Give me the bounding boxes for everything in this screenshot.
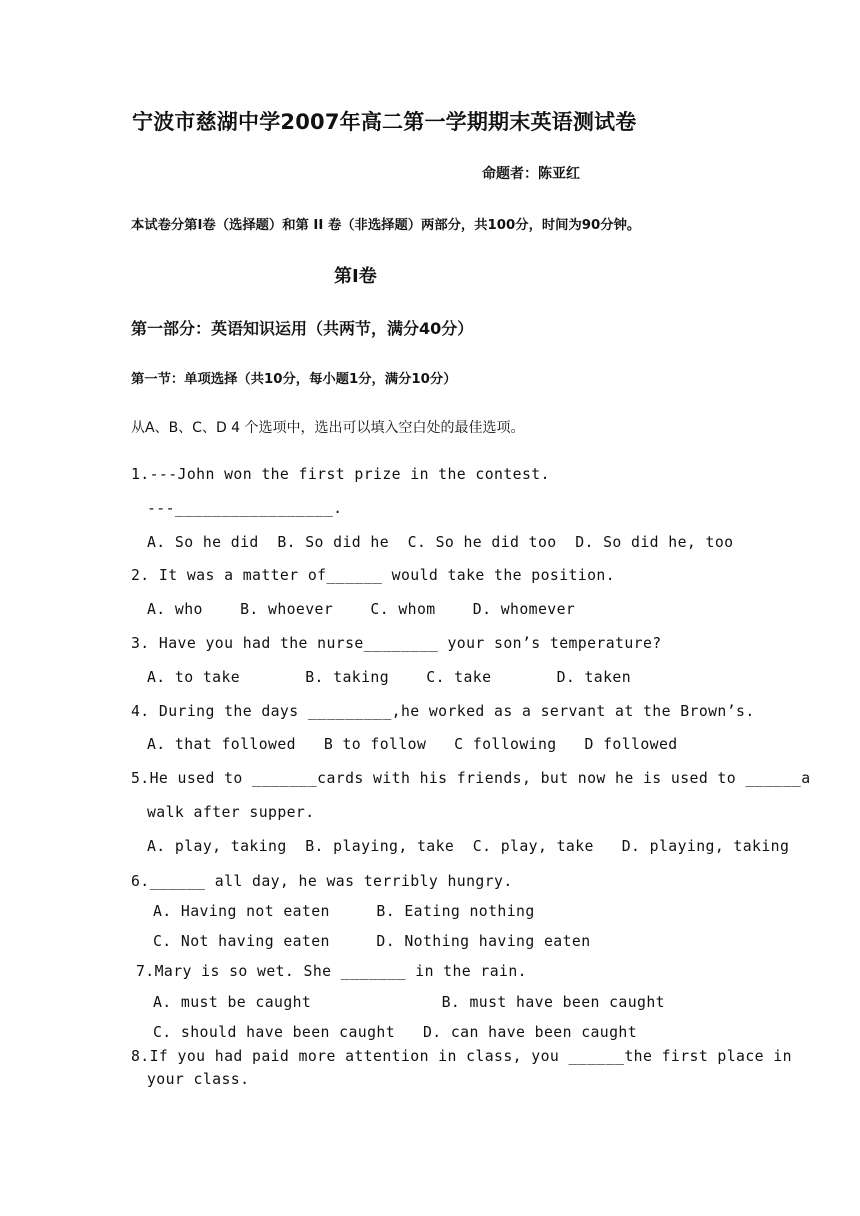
question-6-options-row-2: C. Not having eaten D. Nothing having eaten	[153, 933, 591, 950]
exam-author: 命题者：陈亚红	[482, 166, 580, 182]
question-3-stem: 3. Have you had the nurse________ your son’s temperature?	[131, 635, 662, 652]
volume-heading: 第Ⅰ卷	[334, 266, 377, 287]
directions-text: 从A、B、C、D 4 个选项中，选出可以填入空白处的最佳选项。	[131, 420, 525, 436]
question-1-stem: 1.-‑-John won the first prize in the contest.	[131, 466, 550, 483]
question-7-options-row-2: C. should have been caught D. can have been caught	[153, 1024, 638, 1041]
question-8-stem: 8.If you had paid more attention in class, you ______the first place in	[131, 1048, 792, 1065]
question-4-options: A. that followed B to follow C following D followed	[147, 736, 678, 753]
exam-title: 宁波市慈湖中学2007年高二第一学期期末英语测试卷	[132, 110, 637, 134]
question-5-stem: 5.He used to _______cards with his friends, but now he is used to ______a	[131, 770, 811, 787]
exam-intro: 本试卷分第Ⅰ卷（选择题）和第 II 卷（非选择题）两部分，共100分，时间为90分钟。	[131, 218, 641, 233]
question-2-options: A. who B. whoever C. whom D. whomever	[147, 601, 576, 618]
question-3-options: A. to take B. taking C. take D. taken	[147, 669, 632, 686]
question-2-stem: 2. It was a matter of______ would take the position.	[131, 567, 616, 584]
question-5-options: A. play, taking B. playing, take C. play, take D. playing, taking	[147, 838, 790, 855]
part-heading: 第一部分：英语知识运用（共两节，满分40分）	[131, 319, 474, 338]
section-heading: 第一节：单项选择（共10分，每小题1分，满分10分）	[131, 372, 457, 387]
question-1-answer-line: ---_________________.	[147, 500, 343, 517]
question-6-stem: 6.______ all day, he was terribly hungry.	[131, 873, 513, 890]
question-1-options: A. So he did B. So did he C. So he did too D. So did he, too	[147, 534, 734, 551]
question-8-stem-continued: your class.	[147, 1071, 250, 1088]
question-7-stem: 7.Mary is so wet. She _______ in the rain.	[136, 963, 527, 980]
question-6-options-row-1: A. Having not eaten B. Eating nothing	[153, 903, 535, 920]
question-7-options-row-1: A. must be caught B. must have been caught	[153, 994, 665, 1011]
question-5-stem-continued: walk after supper.	[147, 804, 315, 821]
question-4-stem: 4. During the days _________,he worked as a servant at the Brown’s.	[131, 703, 755, 720]
